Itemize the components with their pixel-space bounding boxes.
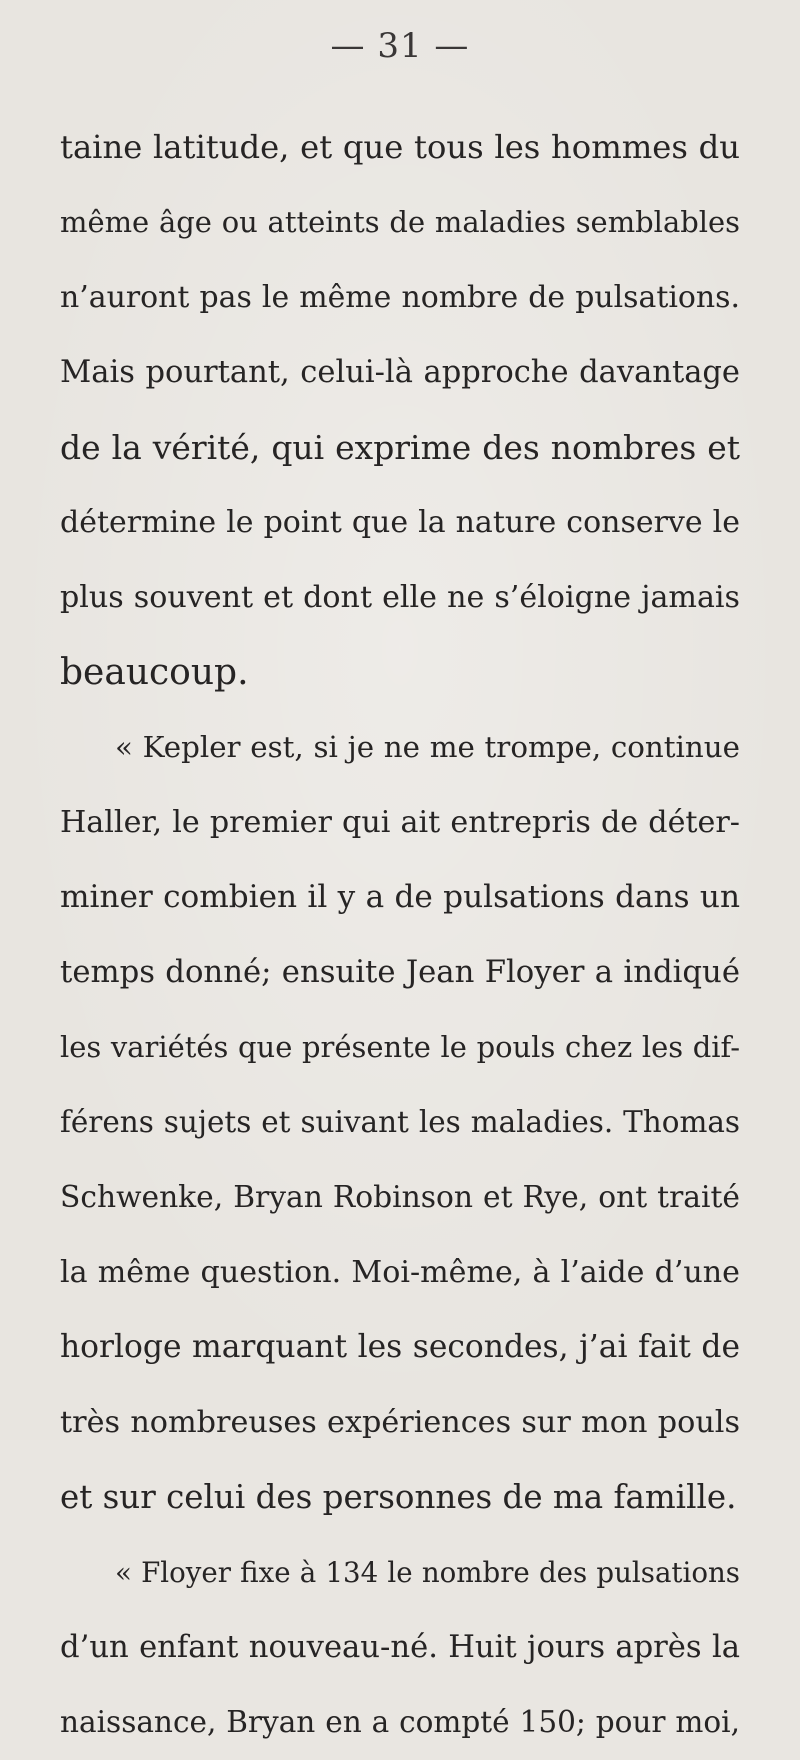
text-line: miner combien il y a de pulsations dans un (60, 879, 740, 915)
text-line: Schwenke, Bryan Robinson et Rye, ont traité (60, 1180, 740, 1215)
text-line: horloge marquant les secondes, j’ai fait de (60, 1329, 740, 1365)
page-number-header: — 31 — (330, 26, 470, 66)
text-line: temps donné; ensuite Jean Floyer a indiqué (60, 955, 740, 990)
text-line: « Kepler est, si je ne me trompe, continue (115, 730, 740, 764)
body-text (60, 110, 740, 1760)
text-line: très nombreuses expériences sur mon pouls (60, 1405, 740, 1440)
text-line: férens sujets et suivant les maladies. Thomas (60, 1105, 740, 1139)
text-line: Haller, le premier qui ait entrepris de déter- (60, 805, 740, 840)
text-line: beaucoup. (60, 652, 249, 693)
text-line: n’auront pas le même nombre de pulsations. (60, 280, 740, 315)
text-line: taine latitude, et que tous les hommes du (60, 128, 740, 166)
text-line: « Floyer fixe à 134 le nombre des pulsations (115, 1556, 740, 1589)
text-line: et sur celui des personnes de ma famille. (60, 1478, 737, 1516)
text-line: d’un enfant nouveau-né. Huit jours après la (60, 1630, 740, 1665)
text-line: la même question. Moi-même, à l’aide d’une (60, 1255, 740, 1290)
text-line: même âge ou atteints de maladies semblables (60, 205, 740, 239)
text-line: plus souvent et dont elle ne s’éloigne jamais (60, 580, 740, 615)
text-line: Mais pourtant, celui-là approche davantage (60, 355, 740, 390)
text-line: naissance, Bryan en a compté 150; pour moi, (60, 1705, 740, 1739)
text-line: les variétés que présente le pouls chez les dif- (60, 1030, 740, 1064)
text-line: de la vérité, qui exprime des nombres et (60, 428, 740, 467)
text-line: détermine le point que la nature conserve le (60, 505, 740, 540)
